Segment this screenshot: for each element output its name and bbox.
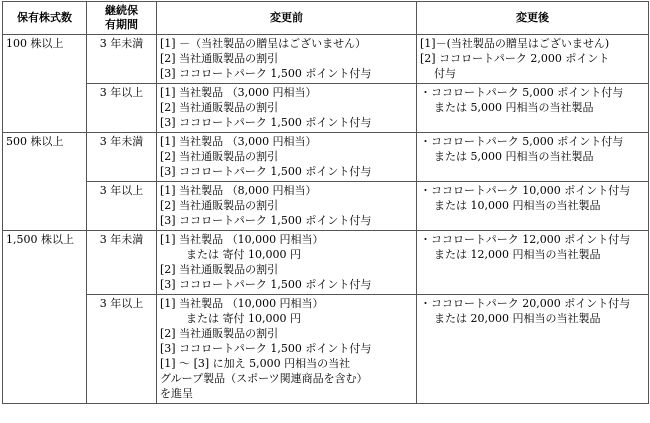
after-line: または 5,000 円相当の当社製品 <box>434 150 594 163</box>
before-cell <box>157 35 417 84</box>
before-line: [2] 当社通販製品の割引 <box>160 327 279 340</box>
period-cell: 3 年未満 <box>87 35 157 84</box>
before-line: [1] 当社製品 （3,000 円相当） <box>160 86 317 99</box>
before-line: [1] 当社製品 （10,000 円相当） <box>160 297 324 310</box>
before-line: [3] ココロートパーク 1,500 ポイント付与 <box>160 342 372 355</box>
before-line: [3] ココロートパーク 1,500 ポイント付与 <box>160 165 372 178</box>
after-line: または 5,000 円相当の当社製品 <box>434 101 594 114</box>
before-line: [2] 当社通販製品の割引 <box>160 52 279 65</box>
after-line: ・ココロートパーク 5,000 ポイント付与 <box>420 86 624 99</box>
shares-cell: 100 株以上 <box>3 35 87 133</box>
after-cell <box>417 133 649 182</box>
after-line: [2] ココロートパーク 2,000 ポイント <box>420 52 610 65</box>
header-row <box>3 2 649 35</box>
table-row <box>3 182 649 231</box>
after-cell <box>417 35 649 84</box>
before-line: または 寄付 10,000 円 <box>186 312 301 325</box>
table-row <box>3 295 649 404</box>
before-cell <box>157 84 417 133</box>
before-line: [1] 当社製品 （8,000 円相当） <box>160 184 317 197</box>
table-row <box>3 133 649 182</box>
shares-cell: 1,500 株以上 <box>3 231 87 404</box>
before-line: [3] ココロートパーク 1,500 ポイント付与 <box>160 67 372 80</box>
period-cell: 3 年以上 <box>87 295 157 404</box>
table-row <box>3 35 649 84</box>
before-line: [2] 当社通販製品の割引 <box>160 101 279 114</box>
after-cell <box>417 182 649 231</box>
after-cell <box>417 84 649 133</box>
after-cell <box>417 295 649 404</box>
after-line: ・ココロートパーク 12,000 ポイント付与 <box>420 233 631 246</box>
after-line: ・ココロートパーク 10,000 ポイント付与 <box>420 184 631 197</box>
header-period <box>87 2 157 35</box>
before-line: [3] ココロートパーク 1,500 ポイント付与 <box>160 278 372 291</box>
header-after: 変更後 <box>417 2 649 35</box>
before-line: [1] 当社製品 （3,000 円相当） <box>160 135 317 148</box>
before-line: [3] ココロートパーク 1,500 ポイント付与 <box>160 116 372 129</box>
after-line: または 20,000 円相当の当社製品 <box>434 312 601 325</box>
before-line: または 寄付 10,000 円 <box>186 248 301 261</box>
before-cell <box>157 182 417 231</box>
table-row <box>3 231 649 295</box>
after-line: または 10,000 円相当の当社製品 <box>434 199 601 212</box>
before-line: [2] 当社通販製品の割引 <box>160 150 279 163</box>
header-shares: 保有株式数 <box>3 2 87 35</box>
after-line: 付与 <box>434 67 456 80</box>
after-line: ・ココロートパーク 20,000 ポイント付与 <box>420 297 631 310</box>
before-line: を進呈 <box>160 387 193 400</box>
after-line: [1]－(当社製品の贈呈はございません) <box>420 37 610 50</box>
before-line: [3] ココロートパーク 1,500 ポイント付与 <box>160 214 372 227</box>
header-period-line1: 継続保 <box>105 4 138 17</box>
after-line: ・ココロートパーク 5,000 ポイント付与 <box>420 135 624 148</box>
before-line: [1] 当社製品 （10,000 円相当） <box>160 233 324 246</box>
before-cell <box>157 231 417 295</box>
before-line: [2] 当社通販製品の割引 <box>160 263 279 276</box>
shares-cell: 500 株以上 <box>3 133 87 231</box>
benefit-comparison-table <box>2 1 649 404</box>
period-cell: 3 年以上 <box>87 84 157 133</box>
before-line: [1] －（当社製品の贈呈はございません） <box>160 37 367 50</box>
before-line: [2] 当社通販製品の割引 <box>160 199 279 212</box>
table-row <box>3 84 649 133</box>
header-period-line2: 有期間 <box>105 18 138 31</box>
period-cell: 3 年未満 <box>87 133 157 182</box>
after-line: または 12,000 円相当の当社製品 <box>434 248 601 261</box>
before-line: [1] ～ [3] に加え 5,000 円相当の当社 <box>160 357 351 370</box>
before-cell <box>157 295 417 404</box>
period-cell: 3 年未満 <box>87 231 157 295</box>
after-cell <box>417 231 649 295</box>
before-line: グループ製品（スポーツ関連商品を含む） <box>160 372 368 385</box>
before-cell <box>157 133 417 182</box>
header-before: 変更前 <box>157 2 417 35</box>
period-cell: 3 年以上 <box>87 182 157 231</box>
